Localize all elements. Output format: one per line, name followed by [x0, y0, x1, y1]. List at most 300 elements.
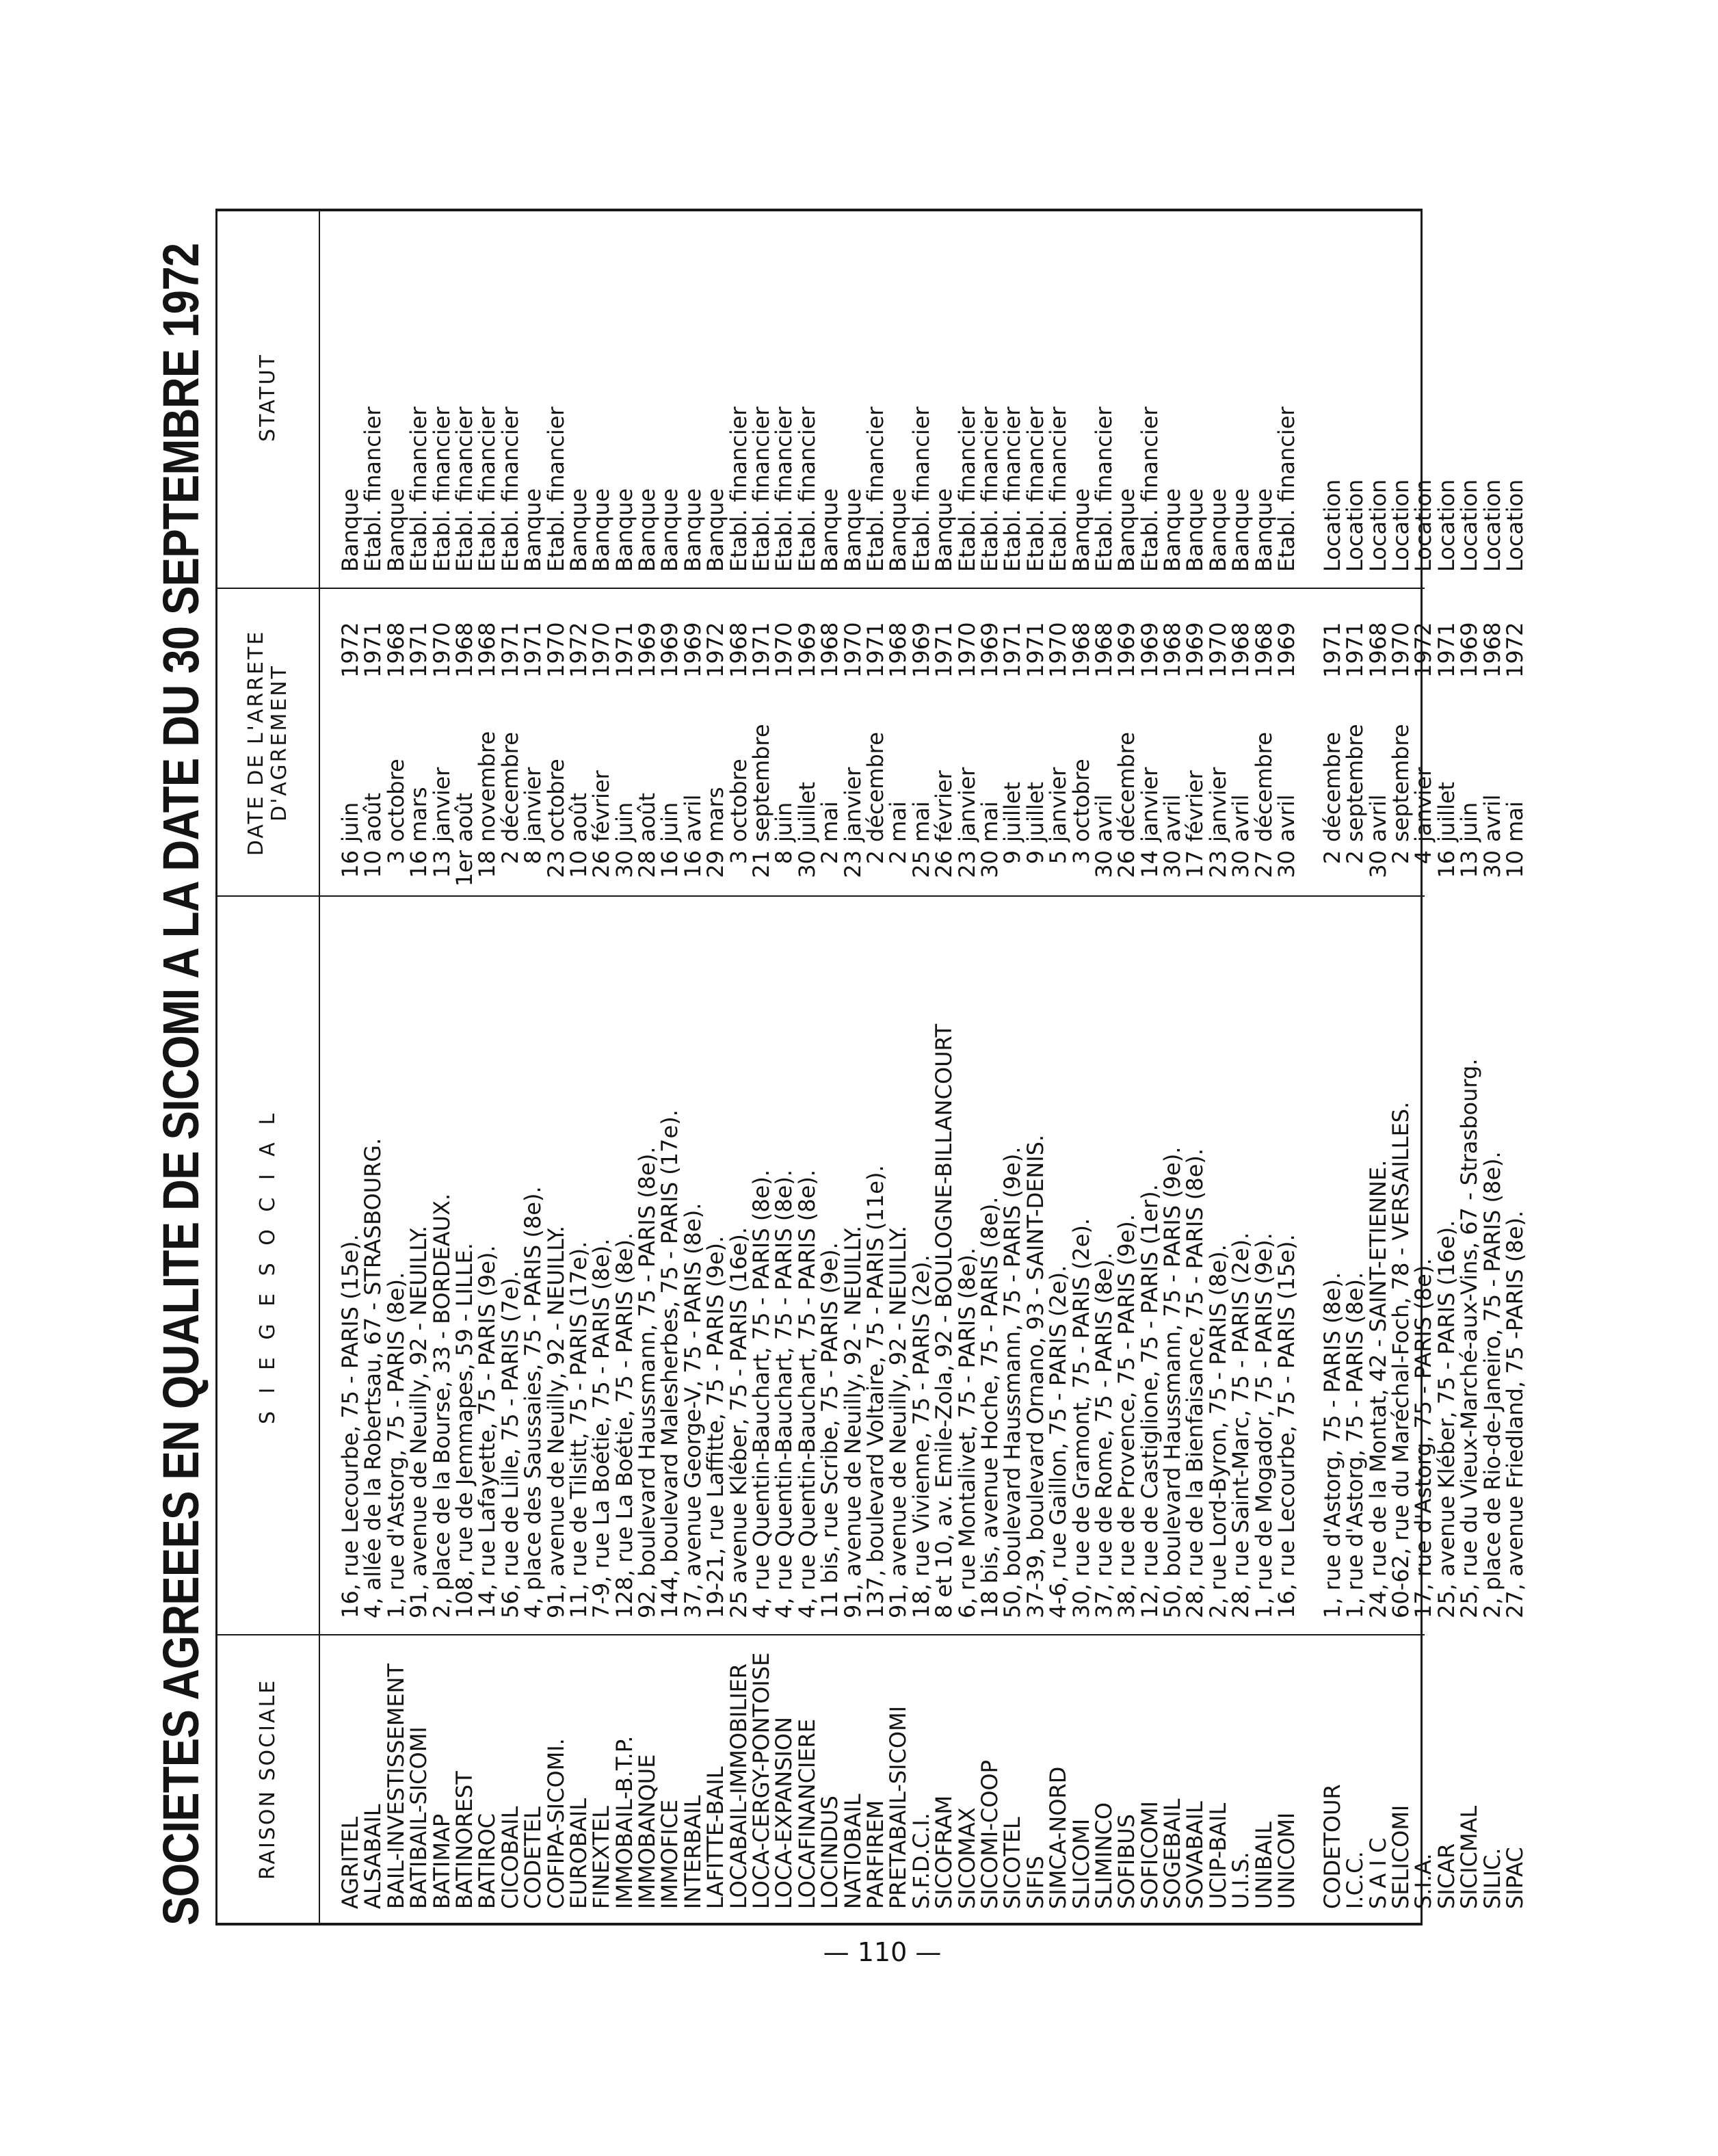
raison-sociale-cell: SOGEBAIL [1159, 1798, 1186, 1909]
date-month: janvier [1045, 767, 1072, 842]
column-divider [217, 895, 1425, 897]
date-year: 1971 [862, 622, 888, 678]
date-month: janvier [520, 767, 546, 842]
siege-social-cell: 18 bis, avenue Hoche, 75 - PARIS (8e). [976, 1196, 1003, 1618]
date-month: juin [611, 802, 637, 842]
date-day: 30 [1479, 850, 1505, 878]
raison-sociale-cell: SLIMINCO [1090, 1802, 1117, 1909]
date-month: janvier [1410, 767, 1437, 842]
date-day: 16 [679, 850, 706, 878]
date-year: 1969 [634, 622, 661, 678]
raison-sociale-cell: LOCAFINANCIERE [793, 1718, 820, 1909]
date-agrement-cell [1342, 592, 1369, 890]
raison-sociale-cell: S.I.A. [1410, 1853, 1437, 1909]
statut-cell: Banque [1113, 488, 1140, 572]
date-agrement-cell [1230, 592, 1252, 890]
date-month: avril [679, 794, 706, 842]
date-agrement-cell [773, 592, 795, 890]
date-agrement-cell [659, 592, 681, 890]
group-spacer [1298, 592, 1321, 890]
date-agrement-cell [679, 592, 706, 890]
raison-sociale-cell: SICOFRAM [931, 1795, 957, 1909]
statut-cell: Banque [817, 488, 843, 572]
siege-social-cell: 17, rue d'Astorg, 75 - PARIS (8e). [1410, 1258, 1437, 1618]
siege-social-cell: 4, place des Saussaies, 75 - PARIS (8e). [520, 1186, 546, 1618]
date-agrement-cell [1001, 592, 1024, 890]
statut-cell: Banque [931, 488, 957, 572]
date-year: 1972 [1501, 622, 1528, 678]
raison-sociale-cell: CICOBAIL [497, 1806, 523, 1909]
date-agrement-cell [1321, 592, 1344, 890]
date-year: 1969 [908, 622, 934, 678]
raison-sociale-cell: SOFIBUS [1113, 1813, 1140, 1909]
date-year: 1968 [1364, 622, 1391, 678]
date-year: 1970 [428, 622, 455, 678]
date-day: 23 [953, 850, 980, 878]
date-agrement-cell [819, 592, 841, 890]
date-year: 1968 [1159, 622, 1186, 678]
date-day: 2 [1387, 850, 1414, 865]
raison-sociale-cell: S A I C [1364, 1837, 1391, 1909]
date-month: août [565, 792, 592, 842]
date-day: 3 [1068, 850, 1094, 865]
group-spacer [1298, 1639, 1321, 1909]
statut-cell: Banque [679, 488, 706, 572]
date-agrement-cell [1090, 592, 1117, 890]
statut-cell: Etabl. financier [771, 406, 797, 572]
statut-cell: Etabl. financier [1273, 406, 1300, 572]
siege-social-cell: 16, rue Lecourbe, 75 - PARIS (15e). [337, 1234, 363, 1618]
siege-social-cell: 16, rue Lecourbe, 75 - PARIS (15e). [1273, 1234, 1300, 1618]
date-month: décembre [1113, 732, 1140, 842]
rotated-page [144, 209, 1528, 1925]
date-year: 1971 [1022, 622, 1048, 678]
header-date-agrement: DATE DE L'ARRETE D'AGREMENT [244, 629, 291, 856]
statut-cell: Location [1410, 479, 1437, 572]
date-year: 1968 [382, 622, 409, 678]
date-year: 1970 [1045, 622, 1072, 678]
statut-cell: Etabl. financier [451, 406, 477, 572]
date-agrement-cell [839, 592, 866, 890]
date-agrement-cell [933, 592, 955, 890]
siege-social-cell: 2, place de la Bourse, 33 - BORDEAUX. [428, 1193, 455, 1618]
date-day: 4 [1410, 850, 1437, 865]
statut-cell: Etabl. financier [360, 406, 386, 572]
date-day: 28 [634, 850, 661, 878]
raison-sociale-cell: BAIL-INVESTISSEMENT [382, 1663, 409, 1909]
date-month: décembre [1319, 732, 1345, 842]
raison-sociale-cell: COFIPA-SICOMI. [542, 1738, 569, 1909]
statut-cell: Etabl. financier [1045, 406, 1072, 572]
siege-social-cell: 25, avenue Kléber, 75 - PARIS (16e). [1433, 1220, 1459, 1618]
date-agrement-cell [725, 592, 752, 890]
statut-cell: Etabl. financier [862, 406, 888, 572]
statut-cell: Location [1479, 479, 1505, 572]
raison-sociale-cell: FINEXTEL [588, 1806, 615, 1909]
date-agrement-cell [1070, 592, 1093, 890]
date-agrement-cell [542, 592, 569, 890]
date-year: 1968 [474, 622, 501, 678]
date-day: 2 [1319, 850, 1345, 865]
raison-sociale-column [339, 1639, 1527, 1909]
page-number: — 110 — [823, 1937, 942, 1967]
siege-social-cell: 50, boulevard Haussmann, 75 - PARIS (9e). [999, 1146, 1026, 1618]
date-agrement-cell [339, 592, 362, 890]
siege-social-cell: 1, rue d'Astorg, 75 - PARIS (8e). [382, 1272, 409, 1618]
statut-cell: Banque [634, 488, 661, 572]
date-day: 2 [885, 850, 912, 865]
date-year: 1968 [451, 622, 477, 678]
date-agrement-cell [887, 592, 910, 890]
date-month: octobre [725, 759, 752, 842]
siege-social-cell: 12, rue de Castiglione, 75 - PARIS (1er). [1136, 1184, 1163, 1618]
date-month: avril [1364, 794, 1391, 842]
siege-social-cell: 1, rue de Mogador, 75 - PARIS (9e). [1250, 1233, 1277, 1618]
date-year: 1971 [360, 622, 386, 678]
siege-social-cell: 6, rue Montalivet, 75 - PARIS (8e). [953, 1247, 980, 1618]
date-month: avril [1159, 794, 1186, 842]
group-spacer [1298, 216, 1321, 572]
raison-sociale-cell: PRETABAIL-SICOMI [885, 1705, 912, 1909]
statut-cell: Etabl. financier [725, 406, 752, 572]
date-day: 27 [1250, 850, 1277, 878]
raison-sociale-cell: LOCINDUS [817, 1796, 843, 1909]
raison-sociale-cell: SICOMAX [953, 1807, 980, 1909]
date-year: 1972 [1410, 622, 1437, 678]
date-day: 25 [908, 850, 934, 878]
siege-social-cell: 27, avenue Friedland, 75 -PARIS (8e). [1501, 1210, 1528, 1618]
raison-sociale-cell: SICAR [1433, 1843, 1459, 1909]
date-month: mai [817, 801, 843, 842]
date-month: mars [406, 787, 432, 842]
date-agrement-cell [1387, 592, 1414, 890]
date-month: janvier [839, 767, 866, 842]
statut-column [339, 216, 1527, 572]
raison-sociale-cell: SOVABAIL [1182, 1801, 1208, 1909]
statut-cell: Etabl. financier [793, 406, 820, 572]
statut-cell: Location [1319, 479, 1345, 572]
date-day: 30 [1364, 850, 1391, 878]
raison-sociale-cell: PARFIREM [862, 1800, 888, 1909]
date-agrement-cell [864, 592, 887, 890]
date-agrement-cell [1250, 592, 1277, 890]
date-agrement-cell [1184, 592, 1206, 890]
date-year: 1969 [793, 622, 820, 678]
date-agrement-column [339, 592, 1527, 890]
date-agrement-cell [408, 592, 430, 890]
statut-cell: Location [1342, 479, 1369, 572]
date-month: mai [908, 801, 934, 842]
date-year: 1968 [1250, 622, 1277, 678]
date-day: 13 [428, 850, 455, 878]
statut-cell: Banque [1204, 488, 1231, 572]
date-agrement-cell [613, 592, 636, 890]
date-year: 1968 [1228, 622, 1254, 678]
siege-social-cell: 18, rue Vivienne, 75 - PARIS (2e). [908, 1254, 934, 1618]
raison-sociale-cell: SIMCA-NORD [1045, 1766, 1072, 1909]
date-day: 10 [360, 850, 386, 878]
siege-social-cell: 92, boulevard Haussmann, 75 - PARIS (8e). [634, 1146, 661, 1618]
date-year: 1971 [1342, 622, 1369, 678]
date-year: 1970 [839, 622, 866, 678]
date-day: 16 [406, 850, 432, 878]
siege-social-cell: 91, avenue de Neuilly, 92 - NEUILLY. [839, 1225, 866, 1618]
raison-sociale-cell: CODETOUR [1319, 1784, 1345, 1909]
date-year: 1972 [702, 622, 729, 678]
siege-social-cell: 28, rue de la Bienfaisance, 75 - PARIS (8e). [1182, 1148, 1208, 1618]
date-month: janvier [428, 767, 455, 842]
group-spacer [1298, 900, 1321, 1618]
date-agrement-cell [1481, 592, 1504, 890]
siege-social-cell: 2, rue Lord-Byron, 75 - PARIS (8e). [1204, 1244, 1231, 1618]
date-day: 16 [337, 850, 363, 878]
statut-cell: Etabl. financier [953, 406, 980, 572]
date-day: 16 [1433, 850, 1459, 878]
siege-social-cell: 11, rue de Tilsitt, 75 - PARIS (17e). [565, 1241, 592, 1618]
date-agrement-cell [1204, 592, 1231, 890]
date-agrement-cell [1273, 592, 1300, 890]
date-day: 3 [725, 850, 752, 865]
siege-social-column [339, 900, 1527, 1618]
date-month: avril [1273, 794, 1300, 842]
date-year: 1971 [497, 622, 523, 678]
siege-social-cell: 4, allée de la Robertsau, 67 - STRASBOURG. [360, 1138, 386, 1618]
raison-sociale-cell: SIFIS [1022, 1856, 1048, 1909]
date-month: juillet [999, 781, 1026, 842]
date-agrement-cell [499, 592, 522, 890]
date-agrement-cell [1433, 592, 1459, 890]
date-agrement-cell [704, 592, 727, 890]
siege-social-cell: 4, rue Quentin-Bauchart, 75 - PARIS (8e). [748, 1169, 775, 1618]
raison-sociale-cell: LOCA-EXPANSION [771, 1716, 797, 1909]
date-day: 8 [771, 850, 797, 865]
raison-sociale-cell: IMMOFICE [657, 1799, 683, 1909]
date-month: août [634, 792, 661, 842]
date-year: 1969 [1136, 622, 1163, 678]
raison-sociale-cell: BATIMAP [428, 1813, 455, 1909]
siege-social-cell: 56, rue de Lille, 75 - PARIS (7e). [497, 1270, 523, 1618]
siege-social-cell: 25, rue du Vieux-Marché-aux-Vins, 67 - Strasbourg. [1456, 1058, 1483, 1618]
siege-social-cell: 1, rue d'Astorg, 75 - PARIS (8e). [1319, 1272, 1345, 1618]
siege-social-cell: 38, rue de Provence, 75 - PARIS (9e). [1113, 1214, 1140, 1618]
date-month: juillet [1022, 781, 1048, 842]
statut-cell: Banque [1182, 488, 1208, 572]
date-agrement-cell [976, 592, 1003, 890]
statut-cell: Etabl. financier [406, 406, 432, 572]
date-year: 1972 [337, 622, 363, 678]
siege-social-cell: 25 avenue Kléber, 75 - PARIS (16e). [725, 1226, 752, 1618]
date-month: novembre [474, 731, 501, 842]
date-month: septembre [748, 724, 775, 842]
header-statut: STATUT [256, 353, 280, 442]
raison-sociale-cell: INTERBAIL [679, 1795, 706, 1909]
date-agrement-cell [750, 592, 773, 890]
date-agrement-cell [1501, 592, 1528, 890]
statut-cell: Banque [382, 488, 409, 572]
statut-cell: Banque [885, 488, 912, 572]
date-agrement-cell [362, 592, 384, 890]
date-day: 23 [542, 850, 569, 878]
date-year: 1971 [931, 622, 957, 678]
date-day: 5 [1045, 850, 1072, 865]
raison-sociale-cell: UCIP-BAIL [1204, 1802, 1231, 1909]
date-year: 1970 [953, 622, 980, 678]
date-month: octobre [542, 759, 569, 842]
companies-table [215, 209, 1528, 1925]
statut-cell: Etabl. financier [497, 406, 523, 572]
date-day: 14 [1136, 850, 1163, 878]
date-day: 2 [1342, 850, 1369, 865]
siege-social-cell: 108, rue de Jemmapes, 59 - LILLE. [451, 1243, 477, 1618]
date-day: 1er [451, 850, 477, 887]
date-year: 1969 [1182, 622, 1208, 678]
siege-social-cell: 1, rue d'Astorg, 75 - PARIS (8e). [1342, 1272, 1369, 1618]
siege-social-cell: 28, rue Saint-Marc, 75 - PARIS (2e). [1228, 1232, 1254, 1618]
siege-social-cell: 4, rue Quentin-Bauchart, 75 - PARIS (8e). [793, 1169, 820, 1618]
siege-social-cell: 91, avenue de Neuilly, 92 - NEUILLY. [885, 1225, 912, 1618]
date-month: mai [885, 801, 912, 842]
date-month: décembre [862, 732, 888, 842]
date-day: 23 [839, 850, 866, 878]
date-month: juin [1456, 802, 1483, 842]
siege-social-cell: 144, boulevard Malesherbes, 75 - PARIS (17e). [657, 1109, 683, 1618]
date-year: 1968 [885, 622, 912, 678]
statut-cell: Banque [1159, 488, 1186, 572]
date-day: 30 [976, 850, 1003, 878]
siege-social-cell: 8 et 10, av. Emile-Zola, 92 - BOULOGNE-BILLANCOURT [931, 1023, 957, 1618]
date-agrement-cell [1458, 592, 1481, 890]
date-day: 26 [1113, 850, 1140, 878]
statut-cell: Banque [588, 488, 615, 572]
date-month: décembre [1250, 732, 1277, 842]
raison-sociale-cell: SOFICOMI [1136, 1801, 1163, 1909]
date-day: 2 [862, 850, 888, 865]
siege-social-cell: 50, boulevard Haussmann, 75 - PARIS (9e). [1159, 1146, 1186, 1618]
date-month: septembre [1342, 724, 1369, 842]
date-year: 1969 [1113, 622, 1140, 678]
date-day: 30 [1273, 850, 1300, 878]
date-month: janvier [953, 767, 980, 842]
column-divider [217, 588, 1425, 589]
date-agrement-cell [1136, 592, 1163, 890]
siege-social-cell: 14, rue Lafayette, 75 - PARIS (9e). [474, 1245, 501, 1618]
date-month: février [588, 770, 615, 842]
date-day: 30 [1090, 850, 1117, 878]
raison-sociale-cell: BATIROC [474, 1813, 501, 1909]
date-year: 1970 [1204, 622, 1231, 678]
date-month: février [931, 770, 957, 842]
raison-sociale-cell: LAFITTE-BAIL [702, 1766, 729, 1909]
statut-cell: Banque [657, 488, 683, 572]
date-day: 2 [497, 850, 523, 865]
statut-cell: Location [1456, 479, 1483, 572]
statut-cell: Banque [520, 488, 546, 572]
raison-sociale-cell: SLICOMI [1068, 1818, 1094, 1909]
statut-cell: Location [1387, 479, 1414, 572]
date-day: 10 [1501, 850, 1528, 878]
statut-cell: Banque [1228, 488, 1254, 572]
date-agrement-cell [1115, 592, 1138, 890]
date-day: 13 [1456, 850, 1483, 878]
statut-cell: Etabl. financier [908, 406, 934, 572]
statut-cell: Banque [1250, 488, 1277, 572]
date-month: août [451, 792, 477, 842]
date-day: 21 [748, 850, 775, 878]
statut-cell: Etabl. financier [1090, 406, 1117, 572]
column-divider [217, 1634, 1425, 1635]
date-month: février [1182, 770, 1208, 842]
date-day: 10 [565, 850, 592, 878]
siege-social-cell: 30, rue de Gramont, 75 - PARIS (2e). [1068, 1218, 1094, 1618]
siege-social-cell: 24, rue de la Montat, 42 - SAINT-ETIENNE. [1364, 1159, 1391, 1618]
raison-sociale-cell: NATIOBAIL [839, 1793, 866, 1909]
date-day: 2 [817, 850, 843, 865]
page-title: SOCIETES AGREEES EN QUALITE DE SICOMI A LA DATE DU 30 SEPTEMBRE 1972 [153, 243, 209, 1925]
siege-social-cell: 7-9, rue La Boétie, 75 - PARIS (8e). [588, 1238, 615, 1618]
date-day: 26 [931, 850, 957, 878]
header-raison-sociale: RAISON SOCIALE [256, 1678, 280, 1880]
siege-social-cell: 91, avenue de Neuilly, 92 - NEUILLY. [406, 1225, 432, 1618]
date-month: janvier [1204, 767, 1231, 842]
statut-cell: Etabl. financier [1022, 406, 1048, 572]
raison-sociale-cell: LOCA-CERGY-PONTOISE [748, 1652, 775, 1909]
statut-cell: Etabl. financier [748, 406, 775, 572]
statut-cell: Banque [839, 488, 866, 572]
raison-sociale-cell: UNIBAIL [1250, 1822, 1277, 1909]
siege-social-cell: 11 bis, rue Scribe, 75 - PARIS (9e). [817, 1242, 843, 1618]
date-agrement-cell [636, 592, 659, 890]
date-year: 1970 [542, 622, 569, 678]
date-year: 1971 [999, 622, 1026, 678]
date-day: 30 [611, 850, 637, 878]
date-agrement-cell [522, 592, 544, 890]
date-agrement-cell [793, 592, 820, 890]
statut-cell: Banque [702, 488, 729, 572]
statut-cell: Location [1364, 479, 1391, 572]
statut-cell: Location [1433, 479, 1459, 572]
date-year: 1970 [588, 622, 615, 678]
date-day: 23 [1204, 850, 1231, 878]
date-agrement-cell [1412, 592, 1435, 890]
date-year: 1968 [1090, 622, 1117, 678]
date-year: 1970 [1387, 622, 1414, 678]
date-agrement-cell [590, 592, 613, 890]
date-agrement-cell [953, 592, 980, 890]
date-month: septembre [1387, 724, 1414, 842]
date-day: 17 [1182, 850, 1208, 878]
statut-cell: Banque [611, 488, 637, 572]
date-day: 26 [588, 850, 615, 878]
raison-sociale-cell: SICOTEL [999, 1817, 1026, 1909]
siege-social-cell: 137, boulevard Voltaire, 75 - PARIS (11e). [862, 1165, 888, 1618]
date-year: 1971 [1319, 622, 1345, 678]
date-day: 9 [1022, 850, 1048, 865]
date-day: 3 [382, 850, 409, 865]
date-agrement-cell [428, 592, 455, 890]
date-year: 1969 [657, 622, 683, 678]
date-month: juin [657, 802, 683, 842]
statut-cell: Location [1501, 479, 1528, 572]
date-year: 1968 [725, 622, 752, 678]
date-year: 1968 [817, 622, 843, 678]
statut-cell: Etabl. financier [542, 406, 569, 572]
raison-sociale-cell: SIPAC [1501, 1847, 1528, 1909]
date-month: avril [1228, 794, 1254, 842]
date-day: 30 [1228, 850, 1254, 878]
raison-sociale-cell: I.C.C. [1342, 1851, 1369, 1909]
date-month: janvier [1136, 767, 1163, 842]
date-month: août [360, 792, 386, 842]
